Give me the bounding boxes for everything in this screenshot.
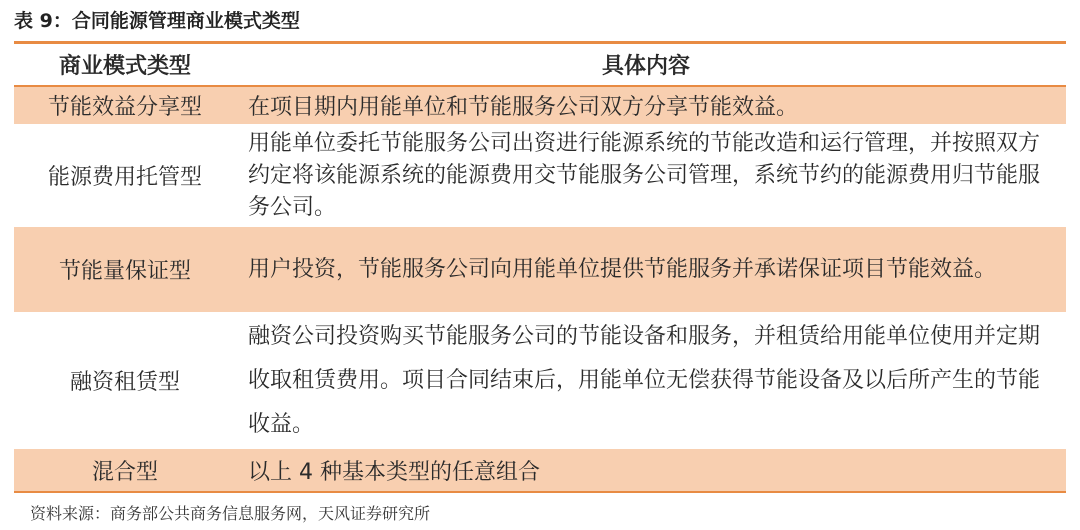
table-title: 表 9：合同能源管理商业模式类型: [14, 10, 300, 32]
row-type: 混合型: [91, 459, 158, 485]
row-type: 节能效益分享型: [47, 95, 202, 120]
row-type: 节能量保证型: [58, 259, 191, 284]
table-row: [14, 449, 1066, 492]
row-content: 融资公司投资购买节能服务公司的节能设备和服务，并租赁给用能单位使用并定期收取租赁费用。项目合同结束后，用能单位无偿获得节能设备及以后所产生的节能收益。: [248, 323, 1041, 437]
table-row: [14, 87, 1066, 125]
header-content: 具体内容: [601, 54, 690, 79]
source-note: 资料来源：商务部公共商务信息服务网，天风证券研究所: [30, 504, 431, 523]
row-content: 以上 4 种基本类型的任意组合: [248, 459, 540, 485]
row-content: 在项目期内用能单位和节能服务公司双方分享节能效益。: [248, 95, 799, 120]
row-type: 融资租赁型: [69, 370, 180, 395]
table-row: [14, 125, 1066, 227]
row-content: 用户投资，节能服务公司向用能单位提供节能服务并承诺保证项目节能效益。: [248, 256, 997, 282]
row-content: 用能单位委托节能服务公司出资进行能源系统的节能改造和运行管理，并按照双方约定将该能源系统的能源费用交节能服务公司管理，系统节约的能源费用归节能服务公司。: [248, 130, 1041, 220]
table-row: [14, 227, 1066, 313]
bottom-divider: [14, 491, 1066, 493]
table-row: [14, 313, 1066, 449]
header-type: 商业模式类型: [58, 54, 191, 79]
business-model-table: [14, 44, 1066, 492]
row-type: 能源费用托管型: [47, 165, 202, 190]
table-header-row: [14, 44, 1066, 87]
